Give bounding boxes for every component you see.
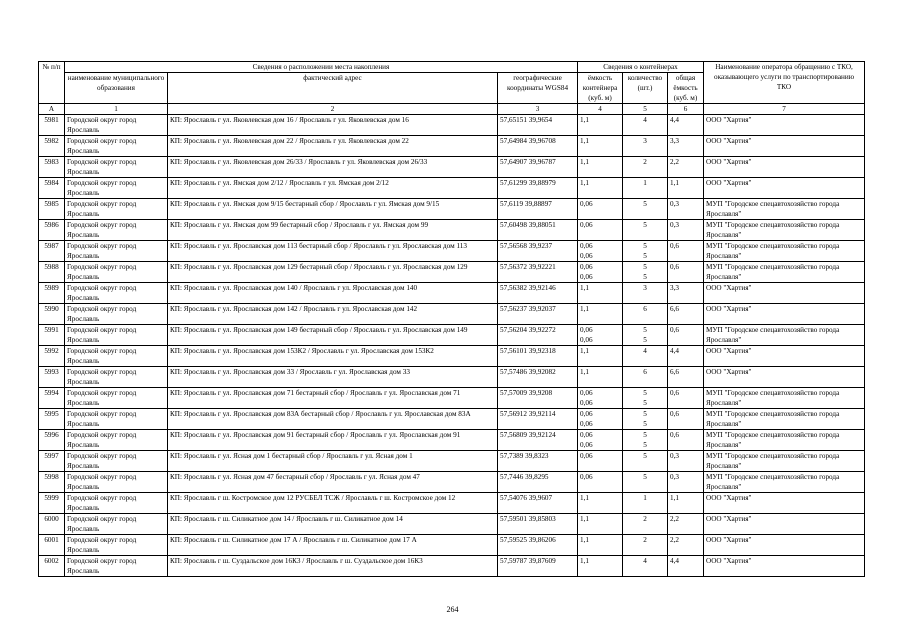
address-cell: КП: Ярославль г ул. Ясная дом 1 бестарный сбор / Ярославль г ул. Ясная дом 1 xyxy=(168,451,498,472)
operator-cell: ООО "Хартия" xyxy=(704,115,865,136)
operator-cell: МУП "Городское спецавтохозяйство города Ярославля" xyxy=(704,451,865,472)
capacity-cell: 1,1 xyxy=(578,136,623,157)
municipality-cell: Городской округ город Ярославль xyxy=(65,409,168,430)
total-cell: 0,6 xyxy=(668,262,704,283)
municipality-cell: Городской округ город Ярославль xyxy=(65,220,168,241)
capacity-cell: 0,06 0,06 xyxy=(578,409,623,430)
municipality-cell: Городской округ город Ярославль xyxy=(65,304,168,325)
operator-cell: ООО "Хартия" xyxy=(704,514,865,535)
capacity-cell: 0,06 0,06 xyxy=(578,262,623,283)
table-row xyxy=(39,283,865,304)
total-cell: 0,6 xyxy=(668,409,704,430)
coords-cell: 57,59525 39,86206 xyxy=(498,535,578,556)
count-cell: 5 5 xyxy=(623,388,668,409)
total-cell: 4,4 xyxy=(668,556,704,577)
total-cell: 1,1 xyxy=(668,493,704,514)
municipality-cell: Городской округ город Ярославль xyxy=(65,535,168,556)
address-cell: КП: Ярославль г ш. Силикатное дом 14 / Ярославль г ш. Силикатное дом 14 xyxy=(168,514,498,535)
capacity-cell: 1,1 xyxy=(578,556,623,577)
capacity-cell: 1,1 xyxy=(578,493,623,514)
count-cell: 6 xyxy=(623,367,668,388)
table-row xyxy=(39,493,865,514)
operator-cell: МУП "Городское спецавтохозяйство города Ярославля" xyxy=(704,430,865,451)
row-number: 5993 xyxy=(39,367,65,388)
coords-cell: 57,60498 39,88051 xyxy=(498,220,578,241)
municipality-cell: Городской округ город Ярославль xyxy=(65,367,168,388)
operator-cell: ООО "Хартия" xyxy=(704,367,865,388)
table-row xyxy=(39,157,865,178)
capacity-cell: 1,1 xyxy=(578,157,623,178)
municipality-cell: Городской округ город Ярославль xyxy=(65,157,168,178)
address-cell: КП: Ярославль г ул. Ямская дом 9/15 бестарный сбор / Ярославль г ул. Ямская дом 9/15 xyxy=(168,199,498,220)
index-cell: 7 xyxy=(704,104,865,115)
coords-cell: 57,61299 39,88979 xyxy=(498,178,578,199)
total-cell: 1,1 xyxy=(668,178,704,199)
row-number: 6001 xyxy=(39,535,65,556)
capacity-cell: 0,06 0,06 xyxy=(578,430,623,451)
coords-cell: 57,56912 39,92114 xyxy=(498,409,578,430)
capacity-cell: 0,06 0,06 xyxy=(578,388,623,409)
row-number: 5985 xyxy=(39,199,65,220)
municipality-cell: Городской округ город Ярославль xyxy=(65,241,168,262)
table-row xyxy=(39,514,865,535)
table-row xyxy=(39,451,865,472)
municipality-cell: Городской округ город Ярославль xyxy=(65,472,168,493)
count-cell: 4 xyxy=(623,115,668,136)
count-cell: 1 xyxy=(623,493,668,514)
coords-cell: 57,56382 39,92146 xyxy=(498,283,578,304)
operator-cell: МУП "Городское спецавтохозяйство города Ярославля" xyxy=(704,220,865,241)
table-row xyxy=(39,304,865,325)
address-cell: КП: Ярославль г ул. Ярославская дом 113 бестарный сбор / Ярославль г ул. Ярославская дом 113 xyxy=(168,241,498,262)
total-cell: 0,3 xyxy=(668,472,704,493)
address-cell: КП: Ярославль г ул. Ясная дом 47 бестарный сбор / Ярославль г ул. Ясная дом 47 xyxy=(168,472,498,493)
coords-cell: 57,59501 39,85803 xyxy=(498,514,578,535)
table-row xyxy=(39,199,865,220)
header-municipality: наименование муниципального образования xyxy=(65,73,168,104)
capacity-cell: 1,1 xyxy=(578,514,623,535)
index-cell: 2 xyxy=(168,104,498,115)
address-cell: КП: Ярославль г ул. Ярославская дом 71 бестарный сбор / Ярославль г ул. Ярославская дом 71 xyxy=(168,388,498,409)
municipality-cell: Городской округ город Ярославль xyxy=(65,115,168,136)
coords-cell: 57,7389 39,8323 xyxy=(498,451,578,472)
row-number: 5982 xyxy=(39,136,65,157)
coords-cell: 57,54076 39,9607 xyxy=(498,493,578,514)
capacity-cell: 1,1 xyxy=(578,535,623,556)
count-cell: 5 5 xyxy=(623,262,668,283)
row-number: 5991 xyxy=(39,325,65,346)
municipality-cell: Городской округ город Ярославль xyxy=(65,199,168,220)
count-cell: 5 5 xyxy=(623,430,668,451)
header-total: общая ёмкость (куб. м) xyxy=(668,73,704,104)
coords-cell: 57,65151 39,9654 xyxy=(498,115,578,136)
total-cell: 6,6 xyxy=(668,304,704,325)
count-cell: 4 xyxy=(623,556,668,577)
address-cell: КП: Ярославль г ул. Ямская дом 99 бестарный сбор / Ярославль г ул. Ямская дом 99 xyxy=(168,220,498,241)
capacity-cell: 0,06 xyxy=(578,451,623,472)
row-number: 5998 xyxy=(39,472,65,493)
address-cell: КП: Ярославль г ул. Ярославская дом 91 бестарный сбор / Ярославль г ул. Ярославская дом 91 xyxy=(168,430,498,451)
operator-cell: МУП "Городское спецавтохозяйство города Ярославля" xyxy=(704,262,865,283)
row-number: 6002 xyxy=(39,556,65,577)
table-row xyxy=(39,346,865,367)
table-body xyxy=(39,115,865,577)
address-cell: КП: Ярославль г ул. Яковлевская дом 26/33 / Ярославль г ул. Яковлевская дом 26/33 xyxy=(168,157,498,178)
table-row xyxy=(39,220,865,241)
operator-cell: МУП "Городское спецавтохозяйство города Ярославля" xyxy=(704,472,865,493)
total-cell: 2,2 xyxy=(668,157,704,178)
capacity-cell: 0,06 xyxy=(578,199,623,220)
index-cell: 3 xyxy=(498,104,578,115)
count-cell: 5 xyxy=(623,220,668,241)
row-number: 5994 xyxy=(39,388,65,409)
count-cell: 5 5 xyxy=(623,325,668,346)
index-row xyxy=(39,104,865,115)
row-number: 5997 xyxy=(39,451,65,472)
row-number: 5999 xyxy=(39,493,65,514)
capacity-cell: 1,1 xyxy=(578,367,623,388)
row-number: 6000 xyxy=(39,514,65,535)
header-count: количество (шт.) xyxy=(623,73,668,104)
operator-cell: МУП "Городское спецавтохозяйство города Ярославля" xyxy=(704,241,865,262)
count-cell: 3 xyxy=(623,283,668,304)
total-cell: 0,6 xyxy=(668,388,704,409)
row-number: 5986 xyxy=(39,220,65,241)
coords-cell: 57,7446 39,8295 xyxy=(498,472,578,493)
header-containers-group: Сведения о контейнерах xyxy=(578,62,704,73)
address-cell: КП: Ярославль г ул. Ярославская дом 129 бестарный сбор / Ярославль г ул. Ярославская дом 129 xyxy=(168,262,498,283)
row-number: 5981 xyxy=(39,115,65,136)
municipality-cell: Городской округ город Ярославль xyxy=(65,430,168,451)
operator-cell: ООО "Хартия" xyxy=(704,493,865,514)
table-row xyxy=(39,136,865,157)
operator-cell: МУП "Городское спецавтохозяйство города Ярославля" xyxy=(704,409,865,430)
total-cell: 6,6 xyxy=(668,367,704,388)
total-cell: 3,3 xyxy=(668,283,704,304)
address-cell: КП: Ярославль г ул. Ярославская дом 142 / Ярославль г ул. Ярославская дом 142 xyxy=(168,304,498,325)
address-cell: КП: Ярославль г ул. Ямская дом 2/12 / Ярославль г ул. Ямская дом 2/12 xyxy=(168,178,498,199)
table-row xyxy=(39,409,865,430)
coords-cell: 57,6119 39,88897 xyxy=(498,199,578,220)
count-cell: 3 xyxy=(623,136,668,157)
capacity-cell: 0,06 0,06 xyxy=(578,241,623,262)
page-number: 264 xyxy=(446,605,459,614)
count-cell: 6 xyxy=(623,304,668,325)
row-number: 5989 xyxy=(39,283,65,304)
row-number: 5990 xyxy=(39,304,65,325)
municipality-cell: Городской округ город Ярославль xyxy=(65,346,168,367)
address-cell: КП: Ярославль г ул. Ярославская дом 149 бестарный сбор / Ярославль г ул. Ярославская дом 149 xyxy=(168,325,498,346)
table-row xyxy=(39,325,865,346)
coords-cell: 57,57486 39,92082 xyxy=(498,367,578,388)
capacity-cell: 1,1 xyxy=(578,178,623,199)
operator-cell: МУП "Городское спецавтохозяйство города Ярославля" xyxy=(704,388,865,409)
municipality-cell: Городской округ город Ярославль xyxy=(65,262,168,283)
row-number: 5995 xyxy=(39,409,65,430)
total-cell: 0,6 xyxy=(668,325,704,346)
capacity-cell: 1,1 xyxy=(578,115,623,136)
operator-cell: ООО "Хартия" xyxy=(704,535,865,556)
municipality-cell: Городской округ город Ярославль xyxy=(65,325,168,346)
capacity-cell: 0,06 xyxy=(578,220,623,241)
operator-cell: ООО "Хартия" xyxy=(704,283,865,304)
municipality-cell: Городской округ город Ярославль xyxy=(65,514,168,535)
header-address: фактический адрес xyxy=(168,73,498,104)
total-cell: 4,4 xyxy=(668,115,704,136)
table-row xyxy=(39,388,865,409)
count-cell: 5 xyxy=(623,451,668,472)
total-cell: 0,3 xyxy=(668,199,704,220)
address-cell: КП: Ярославль г ул. Яковлевская дом 22 / Ярославль г ул. Яковлевская дом 22 xyxy=(168,136,498,157)
row-number: 5987 xyxy=(39,241,65,262)
row-number: 5996 xyxy=(39,430,65,451)
operator-cell: ООО "Хартия" xyxy=(704,157,865,178)
index-cell: 1 xyxy=(65,104,168,115)
count-cell: 5 xyxy=(623,472,668,493)
municipality-cell: Городской округ город Ярославль xyxy=(65,178,168,199)
table-row xyxy=(39,262,865,283)
total-cell: 0,6 xyxy=(668,241,704,262)
total-cell: 0,6 xyxy=(668,430,704,451)
operator-cell: МУП "Городское спецавтохозяйство города Ярославля" xyxy=(704,199,865,220)
total-cell: 2,2 xyxy=(668,514,704,535)
count-cell: 5 5 xyxy=(623,409,668,430)
table-row xyxy=(39,367,865,388)
coords-cell: 57,56372 39,92221 xyxy=(498,262,578,283)
count-cell: 2 xyxy=(623,157,668,178)
capacity-cell: 0,06 0,06 xyxy=(578,325,623,346)
index-cell: 5 xyxy=(623,104,668,115)
table-row xyxy=(39,430,865,451)
operator-cell: ООО "Хартия" xyxy=(704,556,865,577)
address-cell: КП: Ярославль г ш. Силикатное дом 17 А / Ярославль г ш. Силикатное дом 17 А xyxy=(168,535,498,556)
municipality-cell: Городской округ город Ярославль xyxy=(65,493,168,514)
operator-cell: ООО "Хартия" xyxy=(704,136,865,157)
table-row xyxy=(39,178,865,199)
operator-cell: ООО "Хартия" xyxy=(704,304,865,325)
coords-cell: 57,56101 39,92318 xyxy=(498,346,578,367)
row-number: 5984 xyxy=(39,178,65,199)
register-table xyxy=(38,61,865,577)
capacity-cell: 0,06 xyxy=(578,472,623,493)
operator-cell: МУП "Городское спецавтохозяйство города Ярославля" xyxy=(704,325,865,346)
capacity-cell: 1,1 xyxy=(578,346,623,367)
header-location-group: Сведения о расположении места накопления xyxy=(65,62,578,73)
coords-cell: 57,56237 39,92037 xyxy=(498,304,578,325)
coords-cell: 57,56809 39,92124 xyxy=(498,430,578,451)
header-operator: Наименование оператора обращению с ТКО, оказывающего услуги по транспортированию ТКО xyxy=(704,62,865,104)
coords-cell: 57,64984 39,96708 xyxy=(498,136,578,157)
count-cell: 5 5 xyxy=(623,241,668,262)
count-cell: 1 xyxy=(623,178,668,199)
row-number: 5983 xyxy=(39,157,65,178)
coords-cell: 57,64907 39,96787 xyxy=(498,157,578,178)
address-cell: КП: Ярославль г ул. Ярославская дом 140 / Ярославль г ул. Ярославская дом 140 xyxy=(168,283,498,304)
operator-cell: ООО "Хартия" xyxy=(704,346,865,367)
coords-cell: 57,57009 39,9208 xyxy=(498,388,578,409)
count-cell: 4 xyxy=(623,346,668,367)
table-row xyxy=(39,115,865,136)
index-cell: А xyxy=(39,104,65,115)
header-capacity: ёмкость контейнера (куб. м) xyxy=(578,73,623,104)
capacity-cell: 1,1 xyxy=(578,283,623,304)
municipality-cell: Городской округ город Ярославль xyxy=(65,283,168,304)
coords-cell: 57,56204 39,92272 xyxy=(498,325,578,346)
total-cell: 3,3 xyxy=(668,136,704,157)
table-row xyxy=(39,535,865,556)
index-cell: 6 xyxy=(668,104,704,115)
table-row xyxy=(39,556,865,577)
address-cell: КП: Ярославль г ул. Ярославская дом 153К2 / Ярославль г ул. Ярославская дом 153К2 xyxy=(168,346,498,367)
address-cell: КП: Ярославль г ш. Костромское дом 12 РУСБЕЛ ТСЖ / Ярославль г ш. Костромское дом 12 xyxy=(168,493,498,514)
address-cell: КП: Ярославль г ул. Ярославская дом 33 / Ярославль г ул. Ярославская дом 33 xyxy=(168,367,498,388)
capacity-cell: 1,1 xyxy=(578,304,623,325)
operator-cell: ООО "Хартия" xyxy=(704,178,865,199)
table-row xyxy=(39,241,865,262)
coords-cell: 57,56568 39,9237 xyxy=(498,241,578,262)
header-coords: географические координаты WGS84 xyxy=(498,73,578,104)
row-number: 5992 xyxy=(39,346,65,367)
total-cell: 0,3 xyxy=(668,220,704,241)
municipality-cell: Городской округ город Ярославль xyxy=(65,451,168,472)
address-cell: КП: Ярославль г ш. Суздальское дом 16К3 / Ярославль г ш. Суздальское дом 16К3 xyxy=(168,556,498,577)
total-cell: 2,2 xyxy=(668,535,704,556)
header-num: № п/п xyxy=(39,62,65,104)
count-cell: 2 xyxy=(623,535,668,556)
total-cell: 4,4 xyxy=(668,346,704,367)
count-cell: 5 xyxy=(623,199,668,220)
row-number: 5988 xyxy=(39,262,65,283)
address-cell: КП: Ярославль г ул. Ярославская дом 83А бестарный сбор / Ярославль г ул. Ярославская дом 83А xyxy=(168,409,498,430)
count-cell: 2 xyxy=(623,514,668,535)
municipality-cell: Городской округ город Ярославль xyxy=(65,388,168,409)
coords-cell: 57,59787 39,87609 xyxy=(498,556,578,577)
table-header xyxy=(39,62,865,115)
index-cell: 4 xyxy=(578,104,623,115)
municipality-cell: Городской округ город Ярославль xyxy=(65,556,168,577)
total-cell: 0,3 xyxy=(668,451,704,472)
municipality-cell: Городской округ город Ярославль xyxy=(65,136,168,157)
table-row xyxy=(39,472,865,493)
address-cell: КП: Ярославль г ул. Яковлевская дом 16 / Ярославль г ул. Яковлевская дом 16 xyxy=(168,115,498,136)
